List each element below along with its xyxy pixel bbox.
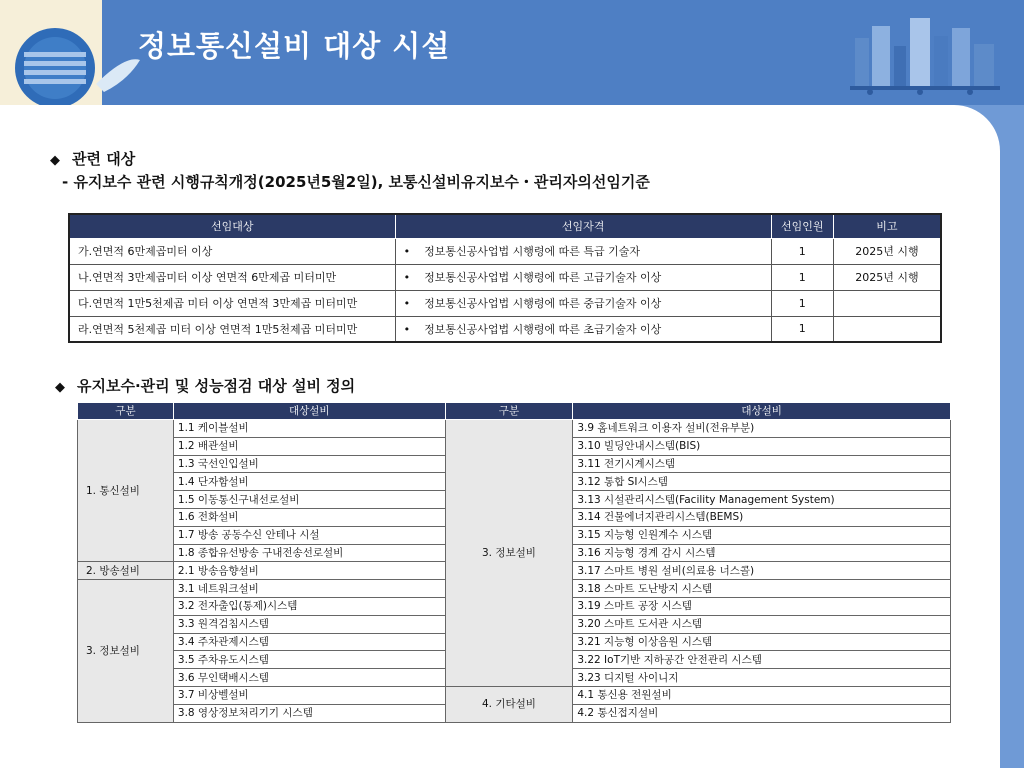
bullet-dot: • — [403, 297, 411, 310]
table-row — [78, 686, 951, 704]
equipment-cell: 3.1 네트워크설비 — [173, 580, 445, 598]
equipment-cell: 3.13 시설관리시스템(Facility Management System) — [573, 491, 951, 509]
equipment-cell: 2.1 방송음향설비 — [173, 562, 445, 580]
equipment-cell: 3.3 원격검침시스템 — [173, 615, 445, 633]
count-cell: 1 — [771, 264, 833, 290]
note-cell: 2025년 시행 — [833, 264, 941, 290]
qualification-text: 정보통신공사업법 시행령에 따른 고급기술자 이상 — [424, 271, 662, 284]
column-header: 대상설비 — [573, 403, 951, 420]
column-header: 대상설비 — [173, 403, 445, 420]
note-cell — [833, 290, 941, 316]
equipment-cell: 1.5 이동통신구내선로설비 — [173, 491, 445, 509]
table-row — [69, 290, 941, 316]
equipment-cell: 3.9 홈네트워크 이용자 설비(전유부분) — [573, 420, 951, 438]
table-row — [69, 264, 941, 290]
target-cell: 다.연면적 1만5천제곱 미터 이상 연면적 3만제곱 미터미만 — [69, 290, 395, 316]
equipment-cell: 3.2 전자출입(통제)시스템 — [173, 597, 445, 615]
equipment-cell: 3.8 영상정보처리기기 시스템 — [173, 704, 445, 722]
table-header-row — [69, 214, 941, 238]
category-cell: 3. 정보설비 — [445, 420, 573, 687]
staffing-table — [68, 213, 942, 343]
column-header: 구분 — [78, 403, 174, 420]
equipment-cell: 1.1 케이블설비 — [173, 420, 445, 438]
category-cell: 3. 정보설비 — [78, 580, 174, 722]
page-title: 정보통신설비 대상 시설 — [138, 29, 451, 63]
bullet-dot: • — [403, 245, 411, 258]
section1-heading — [50, 148, 135, 169]
count-cell: 1 — [771, 238, 833, 264]
diamond-icon: ◆ — [55, 380, 65, 395]
target-cell: 가.연면적 6만제곱미터 이상 — [69, 238, 395, 264]
section2-heading — [55, 375, 355, 396]
equipment-cell: 1.4 단자함설비 — [173, 473, 445, 491]
count-cell: 1 — [771, 290, 833, 316]
equipment-cell: 3.21 지능형 이상음원 시스템 — [573, 633, 951, 651]
category-cell: 1. 통신설비 — [78, 420, 174, 562]
table-row — [78, 420, 951, 438]
target-cell: 나.연면적 3만제곱미터 이상 연면적 6만제곱 미터미만 — [69, 264, 395, 290]
section1-subtitle: - 유지보수 관련 시행규칙개정(2025년5월2일), 보통신설비유지보수・관리자의선임기준 — [62, 173, 650, 191]
side-strip — [998, 105, 1024, 768]
equipment-cell: 3.19 스마트 공장 시스템 — [573, 597, 951, 615]
equipment-cell: 3.20 스마트 도서관 시스템 — [573, 615, 951, 633]
qualification-cell — [395, 238, 771, 264]
section1-title: 관련 대상 — [72, 150, 136, 168]
equipment-cell: 3.10 빌딩안내시스템(BIS) — [573, 437, 951, 455]
qualification-text: 정보통신공사업법 시행령에 따른 초급기술자 이상 — [424, 322, 662, 336]
equipment-cell: 3.7 비상벨설비 — [173, 686, 445, 704]
qualification-cell — [395, 290, 771, 316]
bullet-dot: • — [403, 271, 411, 284]
equipment-cell: 3.14 건물에너지관리시스템(BEMS) — [573, 508, 951, 526]
equipment-cell: 3.6 무인택배시스템 — [173, 669, 445, 687]
equipment-table — [77, 402, 951, 723]
category-cell: 2. 방송설비 — [78, 562, 174, 580]
equipment-cell: 3.18 스마트 도난방지 시스템 — [573, 580, 951, 598]
column-header: 구분 — [445, 403, 573, 420]
equipment-cell: 1.7 방송 공동수신 안테나 시설 — [173, 526, 445, 544]
count-cell: 1 — [771, 316, 833, 342]
qualification-text: 정보통신공사업법 시행령에 따른 중급기술자 이상 — [424, 297, 662, 310]
target-cell: 라.연면적 5천제곱 미터 이상 연면적 1만5천제곱 미터미만 — [69, 316, 395, 342]
diamond-icon: ◆ — [50, 153, 60, 168]
table-row — [69, 316, 941, 342]
column-header: 선임인원 — [771, 214, 833, 238]
equipment-cell: 1.8 종합유선방송 구내전송선로설비 — [173, 544, 445, 562]
equipment-cell: 3.4 주차관제시스템 — [173, 633, 445, 651]
bullet-dot: • — [403, 322, 411, 336]
equipment-cell: 3.12 통합 SI시스템 — [573, 473, 951, 491]
note-cell — [833, 316, 941, 342]
qualification-text: 정보통신공사업법 시행령에 따른 특급 기술자 — [424, 245, 640, 258]
equipment-cell: 1.6 전화설비 — [173, 508, 445, 526]
section2-title: 유지보수·관리 및 성능점검 대상 설비 정의 — [77, 377, 356, 395]
equipment-cell: 1.2 배관설비 — [173, 437, 445, 455]
category-cell: 4. 기타설비 — [445, 686, 573, 722]
column-header: 선임대상 — [69, 214, 395, 238]
city-skyline-icon — [850, 8, 1000, 96]
qualification-cell — [395, 264, 771, 290]
equipment-cell: 3.16 지능형 경계 감시 시스템 — [573, 544, 951, 562]
column-header: 비고 — [833, 214, 941, 238]
equipment-cell: 1.3 국선인입설비 — [173, 455, 445, 473]
equipment-cell: 3.17 스마트 병원 설비(의료용 너스콜) — [573, 562, 951, 580]
equipment-cell: 4.2 통신접지설비 — [573, 704, 951, 722]
equipment-cell: 3.5 주차유도시스템 — [173, 651, 445, 669]
table-row — [69, 238, 941, 264]
equipment-cell: 3.11 전기시계시스템 — [573, 455, 951, 473]
equipment-cell: 3.23 디지털 사이니지 — [573, 669, 951, 687]
equipment-cell: 3.22 IoT기반 지하공간 안전관리 시스템 — [573, 651, 951, 669]
column-header: 선임자격 — [395, 214, 771, 238]
note-cell: 2025년 시행 — [833, 238, 941, 264]
qualification-cell — [395, 316, 771, 342]
table-header-row — [78, 403, 951, 420]
equipment-cell: 3.15 지능형 인원계수 시스템 — [573, 526, 951, 544]
equipment-cell: 4.1 통신용 전원설비 — [573, 686, 951, 704]
